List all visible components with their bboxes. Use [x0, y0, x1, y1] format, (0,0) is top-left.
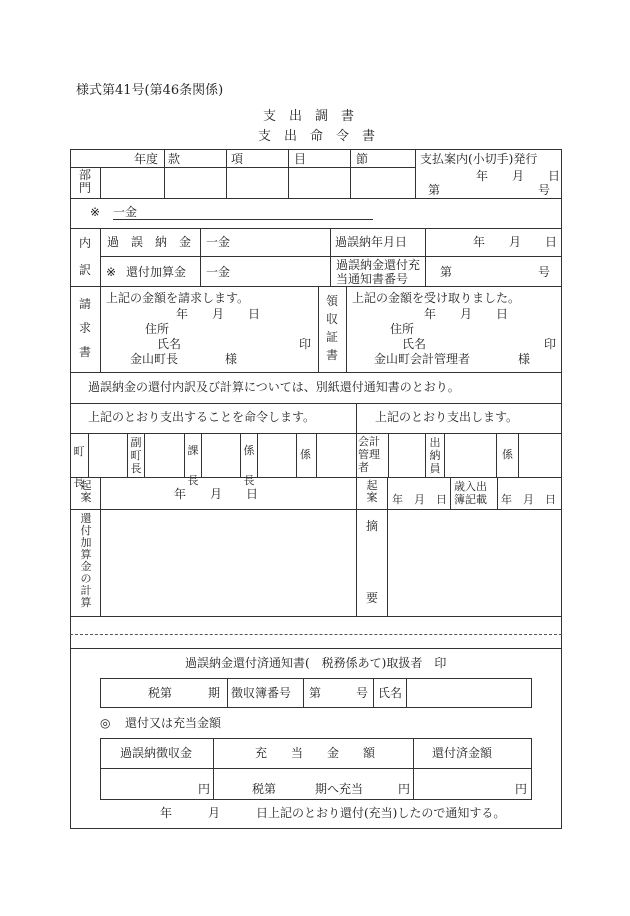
ledger-gou: 号 — [356, 686, 369, 700]
execute-text: 上記のとおり支出します。 — [375, 410, 519, 424]
ledger-entry-label: 歳入出簿記載 — [454, 480, 487, 506]
draft-label-2: 起案 — [366, 479, 378, 505]
yen-3: 円 — [515, 782, 528, 796]
receipt-seal: 印 — [544, 337, 557, 351]
invoice-label-2: 求 — [79, 321, 92, 335]
receipt-sama: 様 — [518, 352, 531, 366]
kan-label: 款 — [168, 152, 181, 166]
stamp-staff-2: 係 — [502, 448, 513, 461]
kou-label: 項 — [231, 152, 244, 166]
payment-date: 年 月 日 — [476, 169, 561, 183]
draft-date: 年 月 日 — [174, 487, 259, 501]
cut-line — [70, 634, 562, 635]
tax-period-label: 期 — [208, 686, 221, 700]
stamp-mayor: 町長 — [73, 445, 85, 489]
payment-dai: 第 — [428, 183, 441, 197]
invoice-name: 氏名 — [157, 337, 182, 351]
stamp-section-chief: 課長 — [187, 444, 199, 487]
refund-interest-value: 一金 — [206, 265, 231, 279]
refund-amount-title: 還付又は充当金額 — [125, 716, 222, 730]
stamp-subsection-chief: 係長 — [243, 444, 255, 487]
title-expense-record: 支 出 調 書 — [263, 109, 355, 124]
refund-notice-dai: 第 — [440, 265, 453, 279]
overpayment-collection-header: 過誤納徴収金 — [120, 746, 193, 760]
receipt-line: 上記の金額を受け取りました。 — [352, 291, 521, 305]
receipt-manager: 金山町会計管理者 — [374, 352, 471, 366]
invoice-label-3: 書 — [79, 345, 92, 359]
amount-label: 一金 — [113, 205, 138, 219]
tax-number-label: 税第 — [148, 686, 173, 700]
stamp-cashier: 出納員 — [429, 436, 441, 475]
receipt-name: 氏名 — [402, 337, 427, 351]
remarks-label-2: 要 — [366, 591, 379, 605]
appropriation-period: 期へ充当 — [315, 782, 364, 796]
draft-label: 起案 — [80, 479, 92, 505]
invoice-label-1: 請 — [79, 297, 92, 311]
receipt-label-1: 領 — [326, 294, 339, 308]
draft-date-2: 年 月 日 — [392, 493, 447, 506]
invoice-date: 年 月 日 — [176, 307, 261, 321]
payment-gou: 号 — [538, 183, 551, 197]
yen-2: 円 — [398, 782, 411, 796]
refund-interest-mark: ※ — [106, 265, 117, 279]
stamp-accounting-manager: 会計管理者 — [358, 435, 380, 474]
invoice-mayor: 金山町長 — [130, 352, 179, 366]
receipt-label-3: 証 — [326, 330, 339, 344]
refund-notice-label-2: 当通知書番号 — [336, 272, 409, 286]
form-number: 様式第41号(第46条関係) — [76, 83, 224, 98]
overpayment-date-label: 過誤納年月日 — [335, 235, 408, 249]
receipt-date: 年 月 日 — [424, 307, 509, 321]
invoice-line: 上記の金額を請求します。 — [106, 291, 250, 305]
refund-notice-label-1: 過誤納金還付充 — [336, 258, 421, 272]
stamp-staff: 係 — [300, 448, 311, 461]
receipt-label-2: 収 — [326, 312, 339, 326]
stamp-deputy-mayor: 副町長 — [130, 436, 142, 475]
overpayment-label: 過 誤 納 金 — [107, 235, 192, 249]
overpayment-value: 一金 — [206, 235, 231, 249]
receipt-address: 住所 — [390, 322, 415, 336]
ledger-dai: 第 — [309, 686, 322, 700]
ledger-entry-date: 年 月 日 — [501, 493, 556, 506]
overpayment-date: 年 月 日 — [473, 235, 558, 249]
footer-notification: 年 月 日上記のとおり還付(充当)したので通知する。 — [160, 806, 506, 820]
yen-1: 円 — [198, 782, 211, 796]
breakdown-label-1: 内 — [79, 236, 92, 250]
setsu-label: 節 — [356, 152, 369, 166]
amount-underline — [113, 219, 373, 220]
refund-notice-title: 過誤納金還付済通知書( 税務係あて)取扱者 印 — [185, 656, 447, 670]
order-text: 上記のとおり支出することを命令します。 — [88, 410, 316, 424]
invoice-address: 住所 — [145, 322, 170, 336]
refund-notice-gou: 号 — [538, 265, 551, 279]
amount-mark: ※ — [90, 205, 101, 219]
name-label: 氏名 — [378, 686, 403, 700]
remarks-label-1: 摘 — [366, 519, 379, 533]
appropriation-header: 充 当 金 額 — [255, 746, 376, 760]
invoice-seal: 印 — [299, 337, 312, 351]
refund-calc-label: 還付加算金の計算 — [80, 512, 92, 609]
department-label: 部門 — [78, 168, 91, 196]
calculation-note: 過誤納金の還付内訳及び計算については、別紙還付通知書のとおり。 — [88, 380, 460, 394]
title-expense-order: 支 出 命 令 書 — [258, 129, 376, 144]
appropriation-tax-prefix: 税第 — [252, 782, 277, 796]
moku-label: 目 — [294, 152, 307, 166]
payment-notice-label: 支払案内(小切手)発行 — [420, 152, 538, 166]
refunded-amount-header: 還付済金額 — [432, 746, 493, 760]
receipt-label-4: 書 — [326, 348, 339, 362]
fiscal-year-label: 年度 — [134, 152, 159, 166]
breakdown-label-2: 訳 — [79, 263, 92, 277]
invoice-sama: 様 — [225, 352, 238, 366]
refund-interest-label: 還付加算金 — [126, 265, 187, 279]
collection-ledger-label: 徴収簿番号 — [231, 686, 292, 700]
double-circle-icon: ◎ — [100, 716, 111, 730]
